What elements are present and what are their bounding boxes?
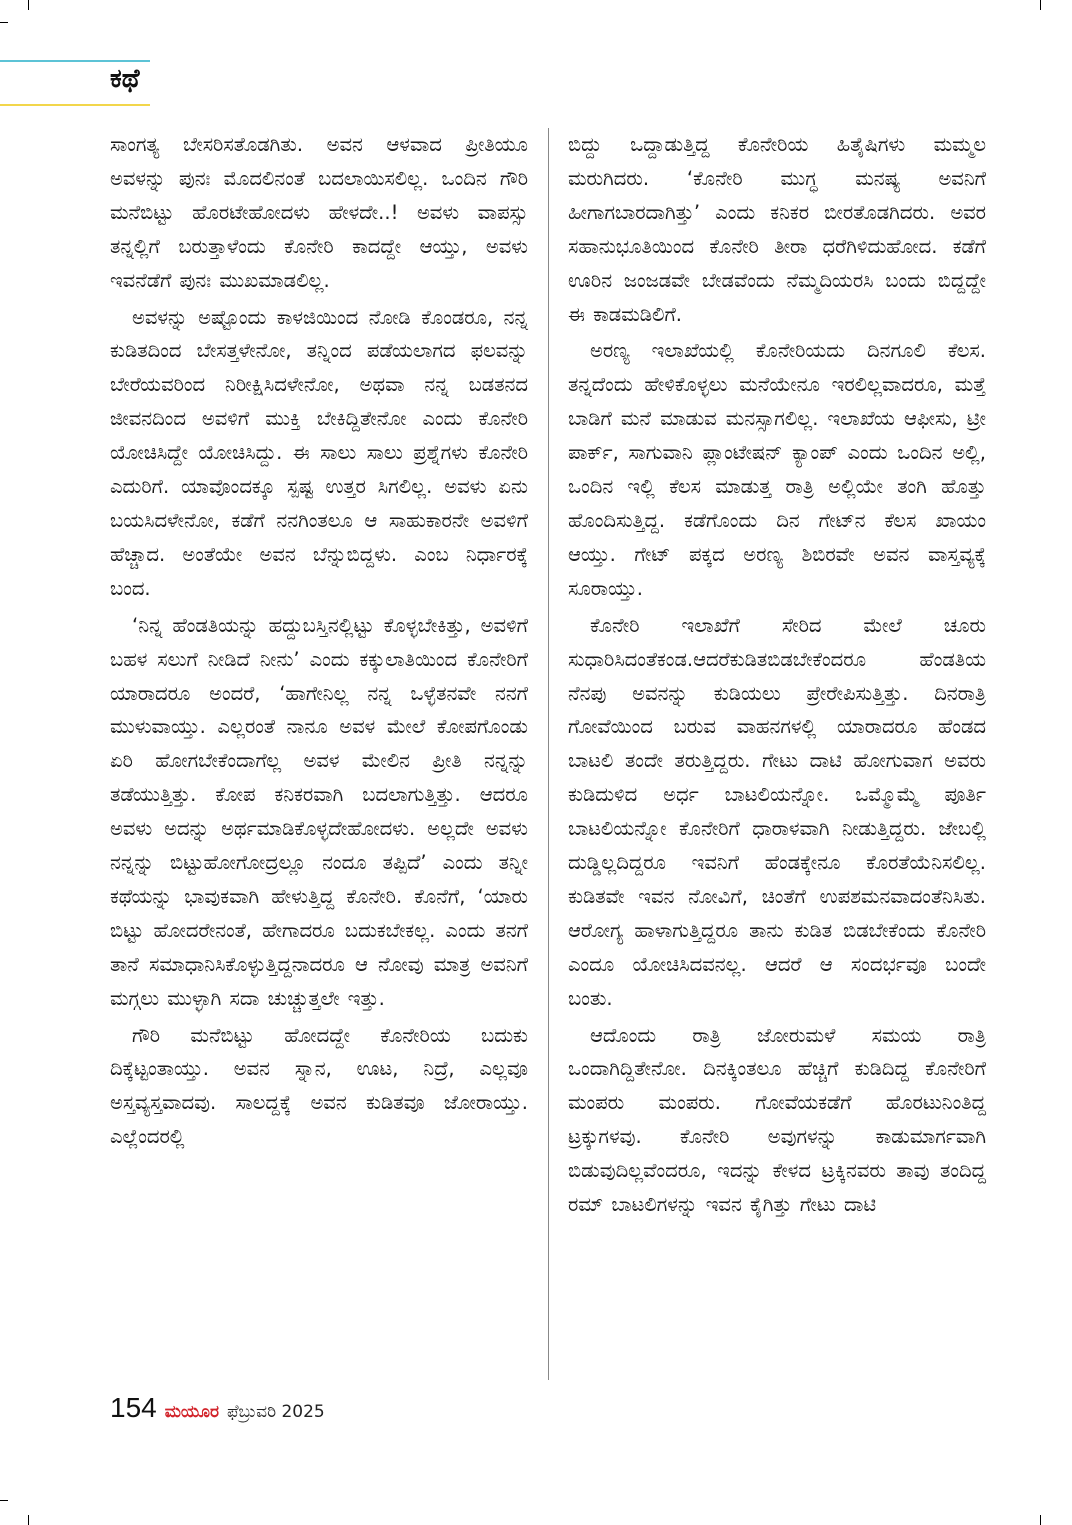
- page-number: 154: [110, 1392, 157, 1423]
- paragraph: ಬಿದ್ದು ಒದ್ದಾಡುತ್ತಿದ್ದ ಕೊನೇರಿಯ ಹಿತೈಷಿಗಳು ಮಮ್ಮಲ ಮರುಗಿದರು. ‘ಕೊನೇರಿ ಮುಗ್ಧ ಮನಷ್ಯ ಅವನಿಗೆ ಹೀಗಾಗಬಾರದಾಗಿತ್ತು’ ಎಂದು ಕನಿಕರ ಬೀರತೊಡಗಿದರು. ಅವರ ಸಹಾನುಭೂತಿಯಿಂದ ಕೊನೇರಿ ತೀರಾ ಧರೆಗಿಳಿದುಹೋದ. ಕಡೆಗೆ ಊರಿನ ಜಂಜಡವೇ ಬೇಡವೆಂದು ನೆಮ್ಮದಿಯರಸಿ ಬಂದು ಬಿದ್ದದ್ದೇ ಈ ಕಾಡಮಡಿಲಿಗೆ.: [568, 133, 986, 326]
- paragraph: ಕೊನೇರಿ ಇಲಾಖೆಗೆ ಸೇರಿದ ಮೇಲೆ ಚೂರು ಸುಧಾರಿಸಿದಂತೆಕಂಡ.ಆದರೆಕುಡಿತಬಿಡಬೇಕೆಂದರೂ ಹೆಂಡತಿಯ ನೆನಪು ಅವನನ್ನು ಕುಡಿಯಲು ಪ್ರೇರೇಪಿಸುತ್ತಿತ್ತು. ದಿನರಾತ್ರಿ ಗೋವೆಯಿಂದ ಬರುವ ವಾಹನಗಳಲ್ಲಿ ಯಾರಾದರೂ ಹೆಂಡದ ಬಾಟಲಿ ತಂದೇ ತರುತ್ತಿದ್ದರು. ಗೇಟು ದಾಟಿ ಹೋಗುವಾಗ ಅವರು ಕುಡಿದುಳಿದ ಅರ್ಧ ಬಾಟಲಿಯನ್ನೋ. ಒಮ್ಮೊಮ್ಮೆ ಪೂರ್ತಿ ಬಾಟಲಿಯನ್ನೋ ಕೊನೇರಿಗೆ ಧಾರಾಳವಾಗಿ ನೀಡುತ್ತಿದ್ದರು. ಜೇಬಲ್ಲಿ ದುಡ್ಡಿಲ್ಲದಿದ್ದರೂ ಇವನಿಗೆ ಹೆಂಡಕ್ಕೇನೂ ಕೊರತೆಯೆನಿಸಲಿಲ್ಲ. ಕುಡಿತವೇ ಇವನ ನೋವಿಗೆ, ಚಿಂತೆಗೆ ಉಪಶಮನವಾದಂತೆನಿಸಿತು. ಆರೋಗ್ಯ ಹಾಳಾಗುತ್ತಿದ್ದರೂ ತಾನು ಕುಡಿತ ಬಿಡಬೇಕೆಂದು ಕೊನೇರಿ ಎಂದೂ ಯೋಚಿಸಿದವನಲ್ಲ. ಆದರೆ ಆ ಸಂದರ್ಭವೂ ಬಂದೇ ಬಂತು.: [568, 613, 986, 1010]
- crop-mark: [28, 0, 29, 10]
- crop-mark: [0, 1500, 8, 1501]
- section-rule-top: [0, 60, 150, 62]
- page-footer: [110, 1392, 325, 1424]
- section-rule-bottom: [0, 104, 150, 106]
- paragraph: ಗೌರಿ ಮನೆಬಿಟ್ಟು ಹೋದದ್ದೇ ಕೊನೇರಿಯ ಬದುಕು ದಿಕ್ಕೆಟ್ಟಂತಾಯ್ತು. ಅವನ ಸ್ನಾನ, ಊಟ, ನಿದ್ರೆ, ಎಲ್ಲವೂ ಅಸ್ತವ್ಯಸ್ತವಾದವು. ಸಾಲದ್ದಕ್ಕೆ ಅವನ ಕುಡಿತವೂ ಜೋರಾಯ್ತು. ಎಲ್ಲೆಂದರಲ್ಲಿ: [110, 1023, 528, 1149]
- paragraph: ಆದೊಂದು ರಾತ್ರಿ ಜೋರುಮಳೆ ಸಮಯ ರಾತ್ರಿ ಒಂದಾಗಿದ್ದಿತೇನೋ. ದಿನಕ್ಕಿಂತಲೂ ಹೆಚ್ಚಿಗೆ ಕುಡಿದಿದ್ದ ಕೊನೇರಿಗೆ ಮಂಪರು ಮಂಪರು. ಗೋವೆಯಕಡೆಗೆ ಹೊರಟುನಿಂತಿದ್ದ ಟ್ರಕ್ಕುಗಳವು. ಕೊನೇರಿ ಅವುಗಳನ್ನು ಕಾಡುಮಾರ್ಗವಾಗಿ ಬಿಡುವುದಿಲ್ಲವೆಂದರೂ, ಇದನ್ನು ಕೇಳದ ಟ್ರಕ್ಕಿನವರು ತಾವು ತಂದಿದ್ದ ರಮ್ ಬಾಟಲಿಗಳನ್ನು ಇವನ ಕೈಗಿತ್ತು ಗೇಟು ದಾಟಿ: [568, 1023, 986, 1217]
- left-column: [110, 128, 528, 1157]
- paragraph: ‘ನಿನ್ನ ಹೆಂಡತಿಯನ್ನು ಹದ್ದುಬಸ್ತಿನಲ್ಲಿಟ್ಟು ಕೊಳ್ಳಬೇಕಿತ್ತು, ಅವಳಿಗೆ ಬಹಳ ಸಲುಗೆ ನೀಡಿದೆ ನೀನು’ ಎಂದು ಕಕ್ಕುಲಾತಿಯಿಂದ ಕೊನೇರಿಗೆ ಯಾರಾದರೂ ಅಂದರೆ, ‘ಹಾಗೇನಿಲ್ಲ ನನ್ನ ಒಳ್ಳೆತನವೇ ನನಗೆ ಮುಳುವಾಯ್ತು. ಎಲ್ಲರಂತೆ ನಾನೂ ಅವಳ ಮೇಲೆ ಕೋಪಗೊಂಡು ಏರಿ ಹೋಗಬೇಕೆಂದಾಗೆಲ್ಲ ಅವಳ ಮೇಲಿನ ಪ್ರೀತಿ ನನ್ನನ್ನು ತಡೆಯುತ್ತಿತ್ತು. ಕೋಪ ಕನಿಕರವಾಗಿ ಬದಲಾಗುತ್ತಿತ್ತು. ಆದರೂ ಅವಳು ಅದನ್ನು ಅರ್ಥಮಾಡಿಕೊಳ್ಳದೇಹೋದಳು. ಅಲ್ಲದೇ ಅವಳು ನನ್ನನ್ನು ಬಿಟ್ಟುಹೋಗೋದ್ರಲ್ಲೂ ನಂದೂ ತಪ್ಪಿದೆ’ ಎಂದು ತನ್ನೀ ಕಥೆಯನ್ನು ಭಾವುಕವಾಗಿ ಹೇಳುತ್ತಿದ್ದ ಕೊನೇರಿ. ಕೊನೆಗೆ, ‘ಯಾರು ಬಿಟ್ಟು ಹೋದರೇನಂತೆ, ಹೇಗಾದರೂ ಬದುಕಬೇಕಲ್ಲ. ಎಂದು ತನಗೆ ತಾನೆ ಸಮಾಧಾನಿಸಿಕೊಳ್ಳುತ್ತಿದ್ದನಾದರೂ ಆ ನೋವು ಮಾತ್ರ ಅವನಿಗೆ ಮಗ್ಗಲು ಮುಳ್ಳಾಗಿ ಸದಾ ಚುಚ್ಚುತ್ತಲೇ ಇತ್ತು.: [110, 613, 528, 1010]
- section-label: ಕಥೆ: [110, 64, 140, 94]
- right-column: [568, 128, 986, 1225]
- crop-mark: [28, 1515, 29, 1525]
- paragraph: ಸಾಂಗತ್ಯ ಬೇಸರಿಸತೊಡಗಿತು. ಅವನ ಆಳವಾದ ಪ್ರೀತಿಯೂ ಅವಳನ್ನು ಪುನಃ ಮೊದಲಿನಂತೆ ಬದಲಾಯಿಸಲಿಲ್ಲ. ಒಂದಿನ ಗೌರಿ ಮನೆಬಿಟ್ಟು ಹೊರಟೇಹೋದಳು ಹೇಳದೇ..! ಅವಳು ವಾಪಸ್ಸು ತನ್ನಲ್ಲಿಗೆ ಬರುತ್ತಾಳೆಂದು ಕೊನೇರಿ ಕಾದದ್ದೇ ಆಯ್ತು, ಅವಳು ಇವನೆಡೆಗೆ ಪುನಃ ಮುಖಮಾಡಲಿಲ್ಲ.: [110, 133, 528, 292]
- paragraph: ಅವಳನ್ನು ಅಷ್ಟೊಂದು ಕಾಳಜಿಯಿಂದ ನೋಡಿ ಕೊಂಡರೂ, ನನ್ನ ಕುಡಿತದಿಂದ ಬೇಸತ್ತಳೇನೋ, ತನ್ನಿಂದ ಪಡೆಯಲಾಗದ ಫಲವನ್ನು ಬೇರೆಯವರಿಂದ ನಿರೀಕ್ಷಿಸಿದಳೇನೋ, ಅಥವಾ ನನ್ನ ಬಡತನದ ಜೀವನದಿಂದ ಅವಳಿಗೆ ಮುಕ್ತಿ ಬೇಕಿದ್ದಿತೇನೋ ಎಂದು ಕೊನೇರಿ ಯೋಚಿಸಿದ್ದೇ ಯೋಚಿಸಿದ್ದು. ಈ ಸಾಲು ಸಾಲು ಪ್ರಶ್ನೆಗಳು ಕೊನೇರಿ ಎದುರಿಗೆ. ಯಾವೊಂದಕ್ಕೂ ಸ್ಪಷ್ಟ ಉತ್ತರ ಸಿಗಲಿಲ್ಲ. ಅವಳು ಏನು ಬಯಸಿದಳೇನೋ, ಕಡೆಗೆ ನನಗಿಂತಲೂ ಆ ಸಾಹುಕಾರನೇ ಅವಳಿಗೆ ಹೆಚ್ಚಾದ. ಅಂತೆಯೇ ಅವನ ಬೆನ್ನುಬಿದ್ದಳು. ಎಂಬ ನಿರ್ಧಾರಕ್ಕೆ ಬಂದ.: [110, 305, 528, 600]
- crop-mark: [1040, 0, 1041, 10]
- crop-mark: [0, 22, 8, 23]
- crop-mark: [1040, 1515, 1041, 1525]
- issue-date: ಫೆಬ್ರುವರಿ 2025: [226, 1402, 325, 1422]
- column-divider: [548, 128, 549, 1380]
- magazine-logo: ಮಯೂರ: [164, 1402, 219, 1422]
- paragraph: ಅರಣ್ಯ ಇಲಾಖೆಯಲ್ಲಿ ಕೊನೇರಿಯದು ದಿನಗೂಲಿ ಕೆಲಸ. ತನ್ನದೆಂದು ಹೇಳಿಕೊಳ್ಳಲು ಮನೆಯೇನೂ ಇರಲಿಲ್ಲವಾದರೂ, ಮತ್ತೆ ಬಾಡಿಗೆ ಮನೆ ಮಾಡುವ ಮನಸ್ಸಾಗಲಿಲ್ಲ. ಇಲಾಖೆಯ ಆಫೀಸು, ಟ್ರೀ ಪಾರ್ಕ್, ಸಾಗುವಾನಿ ಪ್ಲಾಂಟೇಷನ್ ಕ್ಯಾಂಪ್ ಎಂದು ಒಂದಿನ ಅಲ್ಲಿ, ಒಂದಿನ ಇಲ್ಲಿ ಕೆಲಸ ಮಾಡುತ್ತ ರಾತ್ರಿ ಅಲ್ಲಿಯೇ ತಂಗಿ ಹೊತ್ತು ಹೊಂದಿಸುತ್ತಿದ್ದ. ಕಡೆಗೊಂದು ದಿನ ಗೇಟ್‌ನ ಕೆಲಸ ಖಾಯಂ ಆಯ್ತು. ಗೇಟ್ ಪಕ್ಕದ ಅರಣ್ಯ ಶಿಬಿರವೇ ಅವನ ವಾಸ್ತವ್ಯಕ್ಕೆ ಸೂರಾಯ್ತು.: [568, 339, 986, 600]
